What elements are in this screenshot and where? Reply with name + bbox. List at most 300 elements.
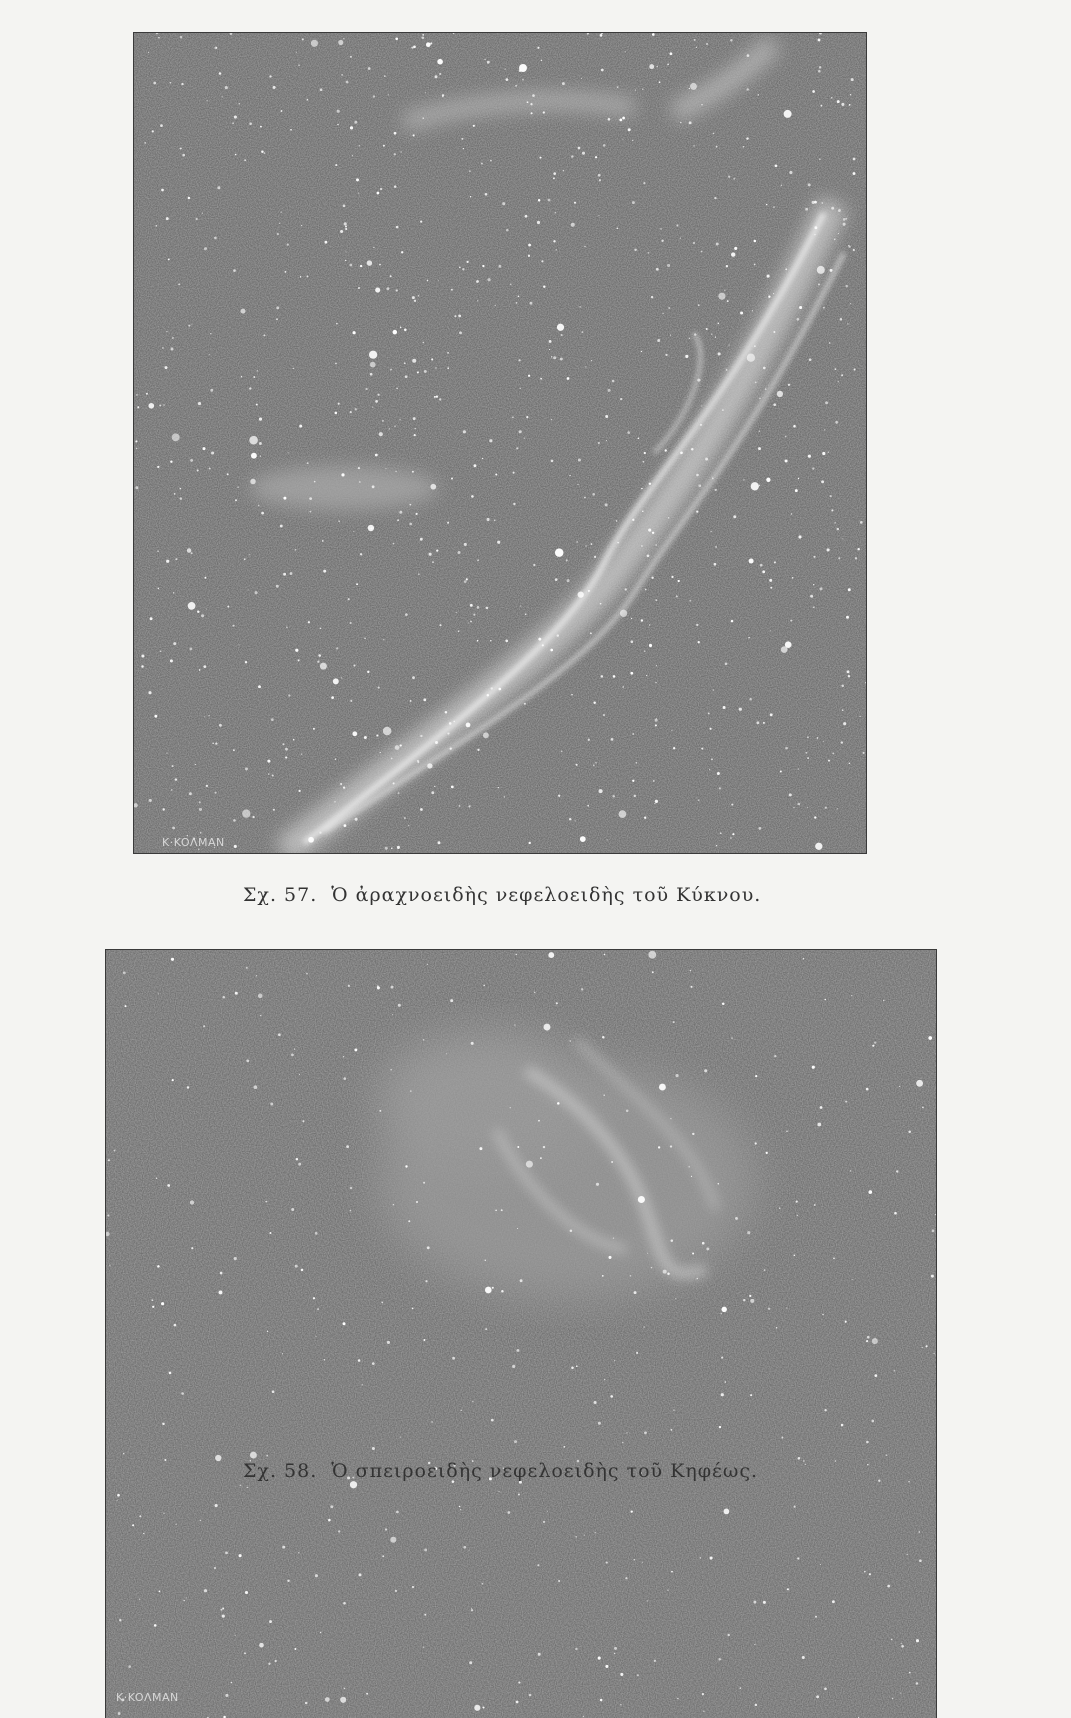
star	[159, 1590, 161, 1592]
star	[907, 1554, 908, 1555]
star	[620, 610, 627, 617]
star	[469, 1661, 472, 1664]
star	[197, 611, 199, 613]
star	[710, 728, 712, 730]
star	[852, 1279, 853, 1280]
star	[600, 603, 602, 605]
star	[170, 460, 172, 462]
star	[734, 247, 737, 250]
star	[821, 480, 824, 483]
star	[518, 295, 520, 297]
star	[341, 74, 343, 76]
star	[384, 75, 386, 77]
star	[651, 1267, 653, 1269]
star	[613, 675, 616, 678]
star	[491, 687, 493, 689]
figure-58-caption	[243, 1460, 758, 1482]
star	[700, 1557, 701, 1558]
star	[119, 1619, 121, 1621]
star	[459, 1506, 460, 1507]
star	[680, 237, 681, 238]
star	[172, 827, 175, 830]
star	[828, 760, 830, 762]
star	[307, 99, 309, 101]
star	[425, 1280, 427, 1282]
star	[631, 1510, 633, 1512]
star	[422, 34, 424, 36]
star	[199, 808, 202, 811]
star	[427, 763, 432, 768]
star	[302, 1120, 304, 1122]
star	[495, 305, 496, 306]
star	[908, 1131, 911, 1134]
star	[358, 287, 360, 289]
star	[697, 379, 700, 382]
star	[814, 201, 817, 204]
star	[894, 1212, 897, 1215]
star	[581, 988, 583, 990]
star	[637, 1674, 639, 1676]
star	[883, 1000, 884, 1001]
star	[599, 179, 601, 181]
star	[595, 1532, 596, 1533]
star	[405, 1165, 407, 1167]
star	[900, 1692, 901, 1693]
star	[571, 223, 575, 227]
star	[827, 548, 830, 551]
star	[551, 419, 552, 420]
star	[350, 126, 353, 129]
star	[602, 1036, 605, 1039]
star	[263, 334, 265, 336]
star	[372, 407, 373, 408]
star	[561, 334, 563, 336]
star	[722, 409, 724, 411]
star	[470, 621, 472, 623]
star	[244, 1652, 246, 1654]
star	[306, 275, 308, 277]
star	[393, 330, 398, 335]
star	[370, 373, 373, 376]
star	[866, 1088, 869, 1091]
star	[298, 64, 300, 66]
star	[388, 94, 389, 95]
star	[222, 1608, 224, 1610]
star	[642, 89, 643, 90]
star	[348, 598, 350, 600]
star	[743, 1299, 745, 1301]
star	[269, 75, 271, 77]
star	[755, 1075, 757, 1077]
star	[671, 576, 673, 578]
star	[837, 528, 839, 530]
star	[538, 638, 541, 641]
star	[421, 36, 424, 39]
star	[206, 785, 208, 787]
star	[807, 736, 809, 738]
star	[280, 525, 283, 528]
star	[458, 630, 460, 632]
star	[420, 735, 422, 737]
star	[298, 790, 300, 792]
star	[310, 511, 312, 513]
star	[864, 1571, 866, 1573]
star	[359, 481, 361, 483]
star	[260, 456, 261, 457]
star	[675, 1298, 676, 1299]
star	[349, 622, 351, 624]
star	[708, 713, 710, 715]
star	[660, 228, 662, 230]
star	[534, 992, 536, 994]
star	[528, 375, 530, 377]
cepheus-nebula-photo	[106, 950, 936, 1718]
star	[337, 124, 338, 125]
star	[835, 1460, 836, 1461]
star	[439, 398, 441, 400]
star	[756, 721, 759, 724]
star	[344, 1688, 345, 1689]
star	[325, 241, 328, 244]
star	[456, 612, 457, 613]
star	[705, 458, 708, 461]
star	[842, 709, 844, 711]
star	[628, 128, 631, 131]
star	[643, 182, 645, 184]
star	[584, 1535, 585, 1536]
star	[689, 88, 690, 89]
star	[805, 208, 808, 211]
star	[156, 225, 157, 226]
star	[286, 626, 288, 628]
star	[338, 40, 343, 45]
star	[632, 201, 635, 204]
star	[190, 459, 193, 462]
star	[730, 837, 731, 838]
star	[471, 1608, 472, 1609]
star	[768, 296, 770, 298]
star	[209, 467, 211, 469]
star	[578, 459, 581, 462]
star	[812, 1066, 815, 1069]
star	[439, 73, 441, 75]
star	[473, 464, 476, 467]
star	[688, 1166, 689, 1167]
star	[845, 285, 847, 287]
star	[317, 1308, 319, 1310]
star	[299, 425, 302, 428]
star	[208, 715, 209, 716]
star	[322, 540, 324, 542]
star	[460, 1509, 461, 1510]
star	[543, 111, 545, 113]
star	[471, 1609, 473, 1611]
star	[325, 1697, 330, 1702]
star	[787, 1588, 789, 1590]
star	[620, 398, 622, 400]
star	[399, 511, 402, 514]
star	[232, 625, 234, 627]
star	[356, 178, 359, 181]
star	[654, 1660, 656, 1662]
star	[520, 605, 521, 606]
star	[649, 483, 651, 485]
star	[703, 1710, 704, 1711]
star	[847, 323, 848, 324]
star	[529, 842, 531, 844]
star	[775, 164, 778, 167]
star	[260, 1015, 261, 1016]
star	[512, 417, 514, 419]
star	[400, 744, 402, 746]
star	[608, 389, 611, 392]
star	[217, 186, 220, 189]
star	[749, 558, 754, 563]
star	[735, 1217, 738, 1220]
star	[477, 300, 478, 301]
star	[231, 1682, 233, 1684]
star	[630, 672, 633, 675]
star	[656, 665, 657, 666]
star	[343, 1602, 346, 1605]
star	[754, 345, 756, 347]
star	[171, 789, 173, 791]
star	[204, 247, 207, 250]
star	[812, 90, 815, 93]
star	[277, 233, 279, 235]
star	[506, 78, 509, 81]
star	[160, 650, 162, 652]
star	[463, 1546, 466, 1549]
star	[364, 736, 367, 739]
star	[603, 144, 606, 147]
star	[818, 283, 820, 285]
star	[487, 518, 490, 521]
star	[802, 1656, 805, 1659]
star	[240, 1485, 242, 1487]
star	[375, 288, 380, 293]
star	[161, 189, 164, 192]
star	[575, 1648, 577, 1650]
star	[168, 259, 170, 261]
star	[498, 265, 501, 268]
star	[258, 994, 263, 999]
star	[197, 470, 199, 472]
star	[319, 832, 321, 834]
star	[867, 1464, 868, 1465]
star	[394, 132, 397, 135]
star	[706, 43, 708, 45]
star	[607, 839, 608, 840]
star	[225, 1552, 228, 1555]
star	[716, 243, 719, 246]
star	[854, 369, 856, 371]
star	[784, 110, 792, 118]
star	[404, 817, 406, 819]
star	[845, 218, 847, 220]
star	[348, 985, 350, 987]
star	[494, 519, 496, 521]
star	[845, 1320, 846, 1321]
star	[753, 1601, 756, 1604]
star	[206, 608, 207, 609]
star	[399, 419, 400, 420]
star	[537, 47, 539, 49]
star	[696, 474, 699, 477]
star	[840, 318, 843, 321]
star	[721, 1307, 726, 1312]
star	[482, 1583, 484, 1585]
star	[670, 52, 673, 55]
star	[189, 792, 192, 795]
star	[617, 542, 619, 544]
star	[335, 363, 337, 365]
star	[386, 287, 389, 290]
star	[605, 1665, 608, 1668]
star	[817, 737, 819, 739]
star	[343, 38, 344, 39]
star	[261, 512, 264, 515]
star	[613, 1237, 614, 1238]
star	[501, 1209, 503, 1211]
star	[866, 1441, 869, 1444]
star	[215, 1504, 218, 1507]
star	[176, 1524, 177, 1525]
star	[690, 970, 691, 971]
star	[190, 648, 193, 651]
star	[298, 1552, 299, 1553]
star	[166, 560, 169, 563]
star	[715, 489, 717, 491]
star	[510, 283, 512, 285]
star	[641, 488, 642, 489]
star	[470, 196, 471, 197]
star	[848, 245, 849, 246]
star	[237, 487, 238, 488]
star	[180, 488, 181, 489]
star	[139, 1515, 141, 1517]
star	[447, 733, 449, 735]
star	[544, 1024, 551, 1031]
star	[694, 333, 696, 335]
star	[701, 748, 703, 750]
star	[174, 493, 176, 495]
star	[233, 269, 236, 272]
star	[163, 1513, 164, 1514]
star	[482, 265, 484, 267]
star	[824, 1409, 826, 1411]
star	[706, 1247, 709, 1250]
star	[837, 100, 840, 103]
star	[834, 239, 836, 241]
star	[690, 986, 692, 988]
star	[214, 1567, 216, 1569]
star	[166, 753, 167, 754]
star	[453, 721, 455, 723]
star	[412, 359, 416, 363]
star	[162, 347, 164, 349]
star	[462, 268, 464, 270]
star	[619, 810, 627, 818]
star	[822, 1314, 824, 1316]
star	[591, 360, 592, 361]
star	[144, 142, 146, 144]
star	[146, 393, 148, 395]
star	[773, 206, 775, 208]
star	[400, 327, 402, 329]
star	[849, 104, 851, 106]
star	[148, 52, 149, 53]
star	[271, 718, 274, 721]
star	[694, 39, 696, 41]
star	[519, 430, 522, 433]
star	[209, 354, 210, 355]
star	[266, 1455, 268, 1457]
star	[251, 453, 257, 459]
star	[491, 1419, 494, 1422]
star	[301, 1269, 304, 1272]
star	[649, 644, 652, 647]
star	[234, 115, 237, 118]
star	[117, 1494, 120, 1497]
star	[746, 137, 748, 139]
star	[198, 402, 201, 405]
star	[831, 97, 833, 99]
star	[593, 764, 594, 765]
star	[204, 716, 205, 717]
star	[395, 1590, 397, 1592]
star	[267, 760, 270, 763]
star	[180, 497, 183, 500]
star	[464, 580, 467, 583]
star	[841, 1424, 844, 1427]
star	[427, 1246, 430, 1249]
star	[372, 485, 375, 488]
star	[832, 1600, 835, 1603]
star	[721, 1313, 722, 1314]
star	[563, 170, 564, 171]
star	[338, 521, 339, 522]
star	[780, 771, 782, 773]
star	[655, 599, 657, 601]
star	[843, 722, 846, 725]
star	[604, 1379, 606, 1381]
star	[442, 94, 444, 96]
star	[617, 228, 619, 230]
star	[379, 264, 381, 266]
star	[398, 792, 400, 794]
star	[423, 1339, 425, 1341]
star	[829, 342, 831, 344]
star	[471, 495, 474, 498]
star	[166, 331, 167, 332]
star	[187, 548, 191, 552]
star	[799, 306, 802, 309]
star	[846, 616, 849, 619]
star	[638, 438, 640, 440]
star	[813, 584, 814, 585]
star	[451, 786, 454, 789]
star	[793, 807, 794, 808]
star	[599, 789, 603, 793]
star	[285, 271, 287, 273]
star	[172, 337, 174, 339]
star	[501, 1290, 504, 1293]
star	[689, 121, 692, 124]
star	[820, 587, 823, 590]
star	[751, 482, 759, 490]
star	[152, 130, 154, 132]
